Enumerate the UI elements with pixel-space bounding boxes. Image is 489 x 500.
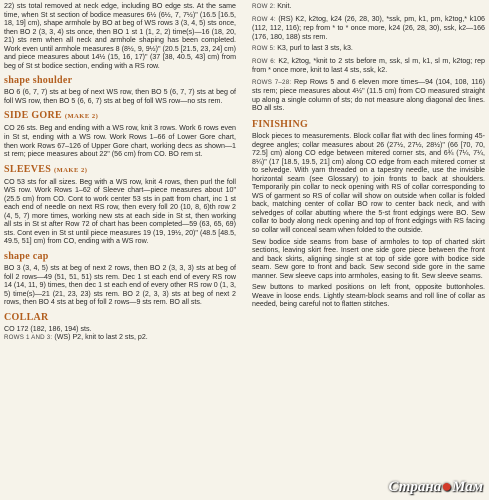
row-6-label: ROW 6: [252,57,276,65]
site-watermark [389,475,484,496]
side-gore-tag: (MAKE 2) [64,113,99,121]
row-5-text: K3, purl to last 3 sts, k3. [277,44,353,53]
shape-shoulder-text: BO 6 (6, 7, 7) sts at beg of next WS row, then BO 5 (6, 7, 7) sts at beg of foll WS row, then BO 5 (6, 6, 7) sts at beg of foll WS row—no sts rem. [4,88,236,105]
row-5 [252,44,485,54]
left-column [4,2,236,343]
sleeves-tag: (MAKE 2) [53,166,88,174]
finishing-paragraph-3: Sew buttons to marked positions on left front, opposite buttonholes. Weave in loose ends. Lightly steam-block seams and roll line of collar as needed, being careful not to flatten stitches. [252,283,485,309]
side-gore-title: SIDE GORE [4,110,62,122]
finishing-paragraph-1: Block pieces to measurements. Block collar flat with dec lines forming 45-degree angles; collar measures about 26 (27½, 27½, 28½)" (66 [70, 70, 72.5] cm) along CO edge between mitered corner sts, and 6¾ (7¼, 7¼, 8¼)" (17 [18.5, 19.5, 21] cm) along CO edge from each mitered corner st to selvedge. With yarn threaded on a tapestry needle, use the invisible horizontal seam (see Glossary) to join fronts to back at shoulders. Temporarily pin collar to neck opening with RS of collar corresponding to WS of garment so RS of collar will show on outside when collar is folded back, matching center of collar BO row to center back neck, and with selvedges of collar abutting where the 5-st front edgings were BO. Sew collar to body along neck opening and top of front edgings with RS facing so collar will conceal seam when folded to the outside. [252,132,485,235]
row-4-label: ROW 4: [252,15,276,23]
collar-rows-text: (WS) P2, knit to last 2 sts, p2. [54,333,148,342]
sleeves-text: CO 53 sts for all sizes. Beg with a WS row, knit 4 rows, then purl the foll WS row. Work Rows 1–62 of Sleeve chart—piece measures about 10" (25.5 cm) from CO. Cont to work center 53 sts in patt from chart, inc 1 st each end of needle on next RS row, then every foll 20 (10, 8, 6)th row 2 (4, 5, 7) more times, working new sts at each side in St st, then working all sts in St st after Row 72 of chart has been completed—59 (63, 65, 69) sts. Cont even in St st until piece measures 19 (19, 19½, 20)" (48.5 [48.5, 49.5, 51] cm) from CO, ending with a WS row. [4,177,236,246]
intro-paragraph: 22) sts total removed at neck edge, including BO edge sts. At the same time, when St st section of bodice measures 6½ (6½, 7, 7½)" (16.5 [16.5, 18, 19] cm), shape armhole by BO at beg of WS rows 3 (3, 4, 5) sts once, then BO 2 (3, 3, 4) sts once, then BO 1 st 1 (1, 2, 2) time(s)—16 (18, 20, 21) sts rem when all neck and armhole shaping has been completed. Work even until armhole measures 8 (8½, 9, 9½)" (20.5 [21.5, 23, 24] cm) and piece measures about 14½ (15, 16, 17)" (37 [38, 40.5, 43] cm) from beg of St st bodice section, ending with a RS row. [4,2,236,70]
finishing-heading: FINISHING [252,119,309,131]
right-column [252,2,485,309]
collar-rows-label: ROWS 1 AND 3: [4,334,53,342]
row-4-text: (RS) K2, k2tog, k24 (26, 28, 30), *ssk, pm, k1, pm, k2tog,* k106 (112, 112, 116); rep from * to * once more, k24 (26, 28, 30), ssk, k2—166 (176, 180, 188) sts rem. [252,14,485,41]
sleeves-title: SLEEVES [4,163,52,175]
shape-cap-heading: shape cap [4,251,49,263]
finishing-paragraph-2: Sew bodice side seams from base of armholes to top of charted skirt sections, leaving skirt free. Insert one side gore piece between the front and back skirts, aligning single st at top of side gore with bodice side seam. Sew gore to front and back. Sew second side gore in the same manner. Sew sleeve caps into armholes, easing to fit. Sew sleeve seams. [252,237,485,280]
row-6-text: K2, k2tog, *knit to 2 sts before m, ssk, sl m, k1, sl m, k2tog; rep from * once more, knit to last 4 sts, ssk, k2. [252,56,485,75]
watermark-dot-icon: ● [441,476,453,496]
row-2-label: ROW 2: [252,3,276,10]
row-6 [252,57,485,75]
side-gore-text: CO 26 sts. Beg and ending with a WS row, knit 3 rows. Work 6 rows even in St st, ending with a WS row. Work Rows 1–66 of Lower Gore chart, then work Rows 67–126 of Upper Gore chart, working decs as shown—1 st rem; piece measures about 22" (56 cm) from CO. BO rem st. [4,124,236,159]
side-gore-heading [4,110,236,122]
rows-7-28-label: ROWS 7–28: [252,78,292,86]
finishing-section [252,119,485,309]
shape-cap-text: BO 3 (3, 4, 5) sts at beg of next 2 rows, then BO 2 (3, 3, 3) sts at beg of foll 2 rows—49 (51, 51, 51) sts rem. Dec 1 st each end of every RS row 14 (14, 11, 9) times, then dec 1 st each end of every other RS row 0 (1, 3, 5) time(s)—21 (21, 23, 23) sts rem. BO 2 (2, 3, 3) sts at beg of next 2 rows, then BO 4 sts at beg of foll 2 rows—9 sts rem. BO all sts. [4,264,236,307]
row-2-text: Knit. [277,2,292,10]
rows-7-28-text: Rep Rows 5 and 6 eleven more times—94 (104, 108, 116) sts rem; piece measures about 4½" (11.5 cm) from CO measured straight up along a single column of sts; do not measure along diagonal dec lines. BO all sts. [252,77,485,113]
row-2 [252,2,485,12]
sleeves-heading [4,164,236,176]
collar-rows-1-3 [4,333,236,343]
collar-text: CO 172 (182, 186, 194) sts. [4,324,92,333]
rows-7-28 [252,78,485,113]
shape-shoulder-heading: shape shoulder [4,75,73,87]
row-4 [252,15,485,42]
watermark-text-2: Мам [452,479,483,495]
collar-heading: COLLAR [4,311,49,323]
watermark-text-1: Страна [388,479,442,495]
row-5-label: ROW 5: [252,45,276,53]
